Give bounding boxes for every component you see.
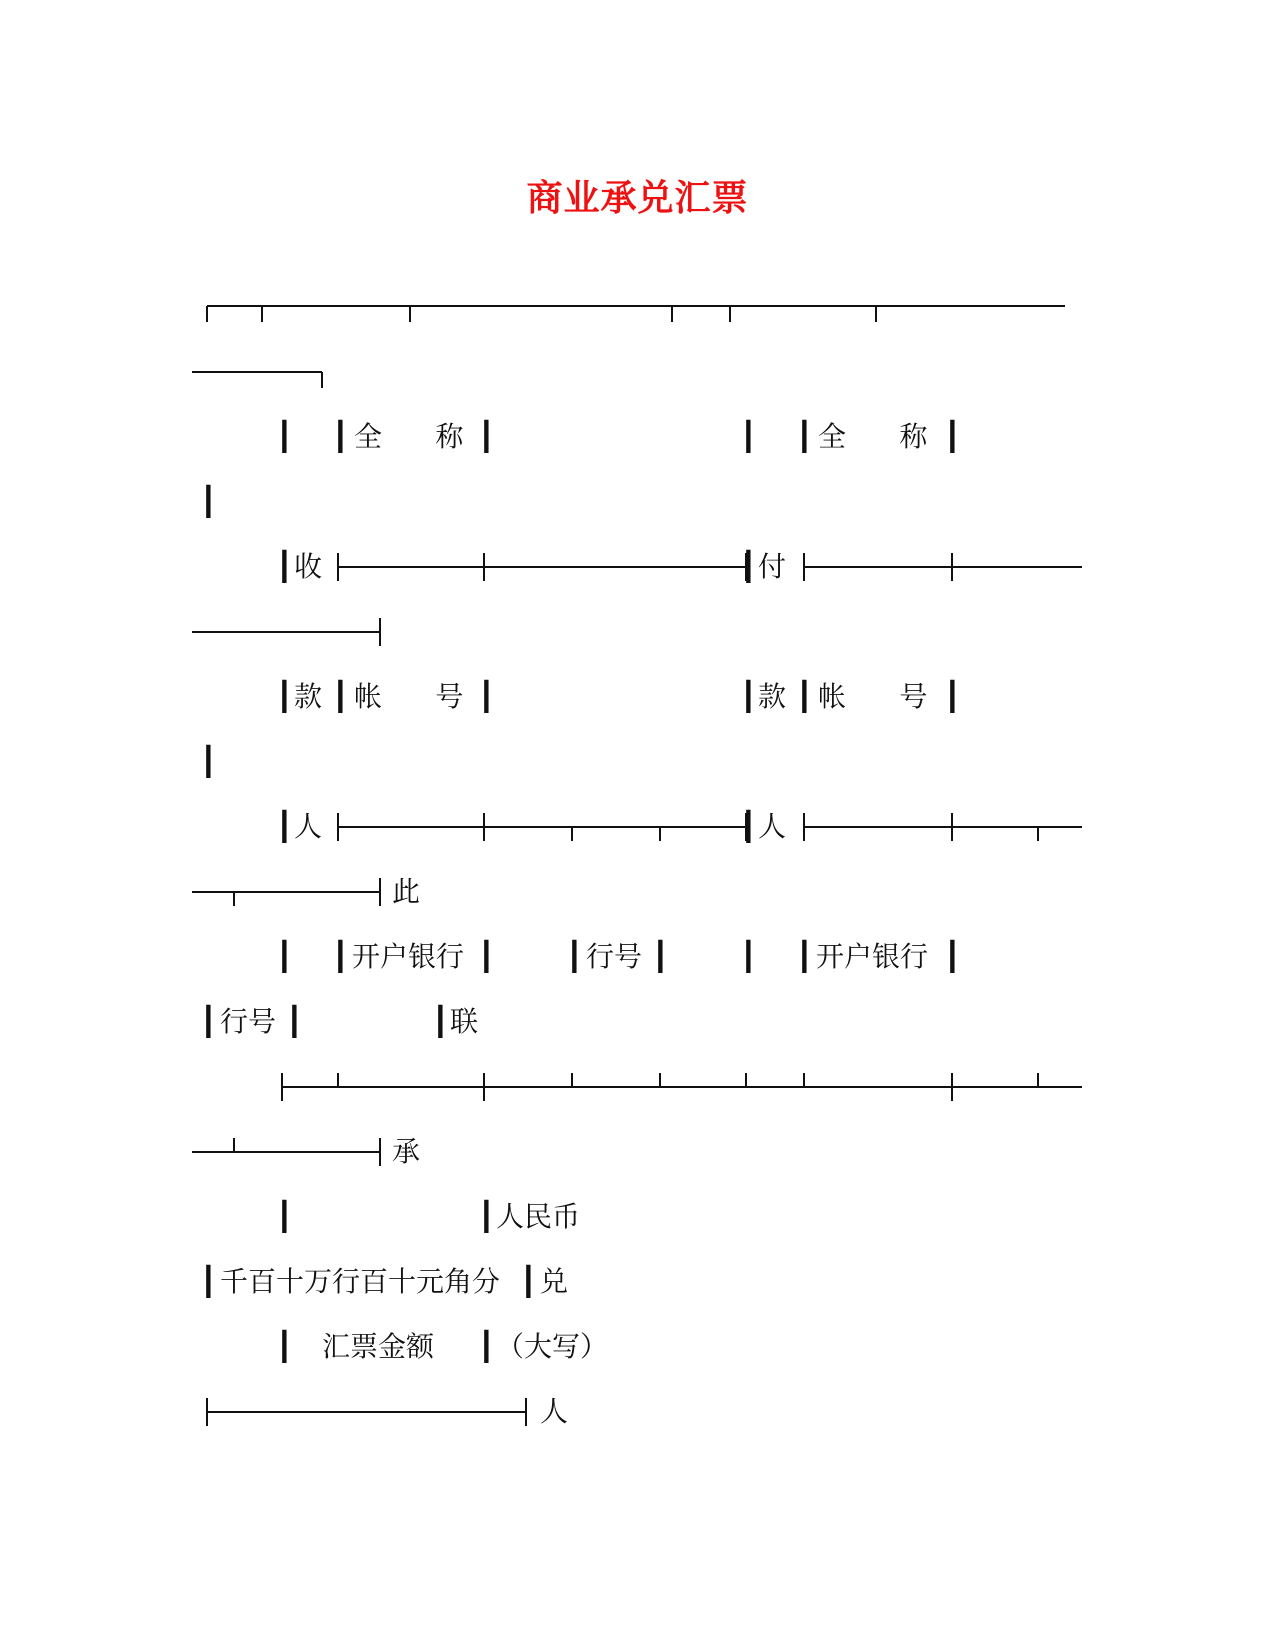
margin-note-char: 联 [450, 1005, 479, 1038]
cell-border: ┃ [432, 1005, 449, 1038]
payee-bank-label: 开户银行 [352, 940, 465, 973]
digit-header: 千百十万行百十元角分 [220, 1265, 501, 1298]
payee-bank-no-label: 行号 [586, 940, 643, 973]
cell-border: ┃ [276, 810, 293, 843]
payer-side-char-2: 款 [758, 680, 787, 713]
payer-name-label: 全 称 [818, 420, 928, 453]
cell-border: ┃ [478, 680, 495, 713]
cell-border: ┃ [796, 680, 813, 713]
currency-label: 人民币 [496, 1200, 581, 1233]
payer-account-label: 帐 号 [818, 680, 928, 713]
payer-side-char-1: 付 [758, 550, 787, 583]
cell-border: ┃ [796, 940, 813, 973]
cell-border: ┃ [478, 940, 495, 973]
cell-border: ┃ [200, 1265, 217, 1298]
cell-border: ┃ [332, 680, 349, 713]
cell-border: ┃ [286, 1005, 303, 1038]
margin-note-char: 此 [392, 875, 421, 908]
payer-bank-label: 开户银行 [816, 940, 929, 973]
cell-border: ┃ [566, 940, 583, 973]
amount-uppercase-note: （大写） [496, 1330, 609, 1363]
cell-border: ┃ [276, 550, 293, 583]
cell-border: ┃ [944, 940, 961, 973]
cell-border: ┃ [478, 1330, 495, 1363]
payee-account-label: 帐 号 [354, 680, 464, 713]
cell-border: ┃ [276, 680, 293, 713]
cell-border: ┃ [478, 1200, 495, 1233]
cell-border: ┃ [200, 485, 217, 518]
cell-border: ┃ [520, 1265, 537, 1298]
cell-border: ┃ [652, 940, 669, 973]
margin-note-char: 兑 [540, 1265, 569, 1298]
payer-bank-no-label: 行号 [220, 1005, 277, 1038]
cell-border: ┃ [478, 420, 495, 453]
payer-side-char-3: 人 [758, 810, 787, 843]
payee-side-char-1: 收 [294, 550, 323, 583]
cell-border: ┃ [276, 940, 293, 973]
cell-border: ┃ [276, 1200, 293, 1233]
page-title: 商业承兑汇票 [526, 177, 749, 219]
amount-label: 汇票金额 [322, 1330, 435, 1363]
margin-note-char: 人 [540, 1395, 569, 1428]
cell-border: ┃ [740, 680, 757, 713]
cell-border: ┃ [944, 680, 961, 713]
cell-border: ┃ [332, 940, 349, 973]
payee-side-char-2: 款 [294, 680, 323, 713]
cell-border: ┃ [200, 1005, 217, 1038]
cell-border: ┃ [276, 1330, 293, 1363]
cell-border: ┃ [740, 940, 757, 973]
cell-border: ┃ [740, 810, 757, 843]
cell-border: ┃ [740, 550, 757, 583]
cell-border: ┃ [276, 420, 293, 453]
cell-border: ┃ [796, 420, 813, 453]
payee-name-label: 全 称 [354, 420, 464, 453]
payee-side-char-3: 人 [294, 810, 323, 843]
cell-border: ┃ [740, 420, 757, 453]
cell-border: ┃ [944, 420, 961, 453]
cell-border: ┃ [332, 420, 349, 453]
cell-border: ┃ [200, 745, 217, 778]
margin-note-char: 承 [392, 1135, 421, 1168]
